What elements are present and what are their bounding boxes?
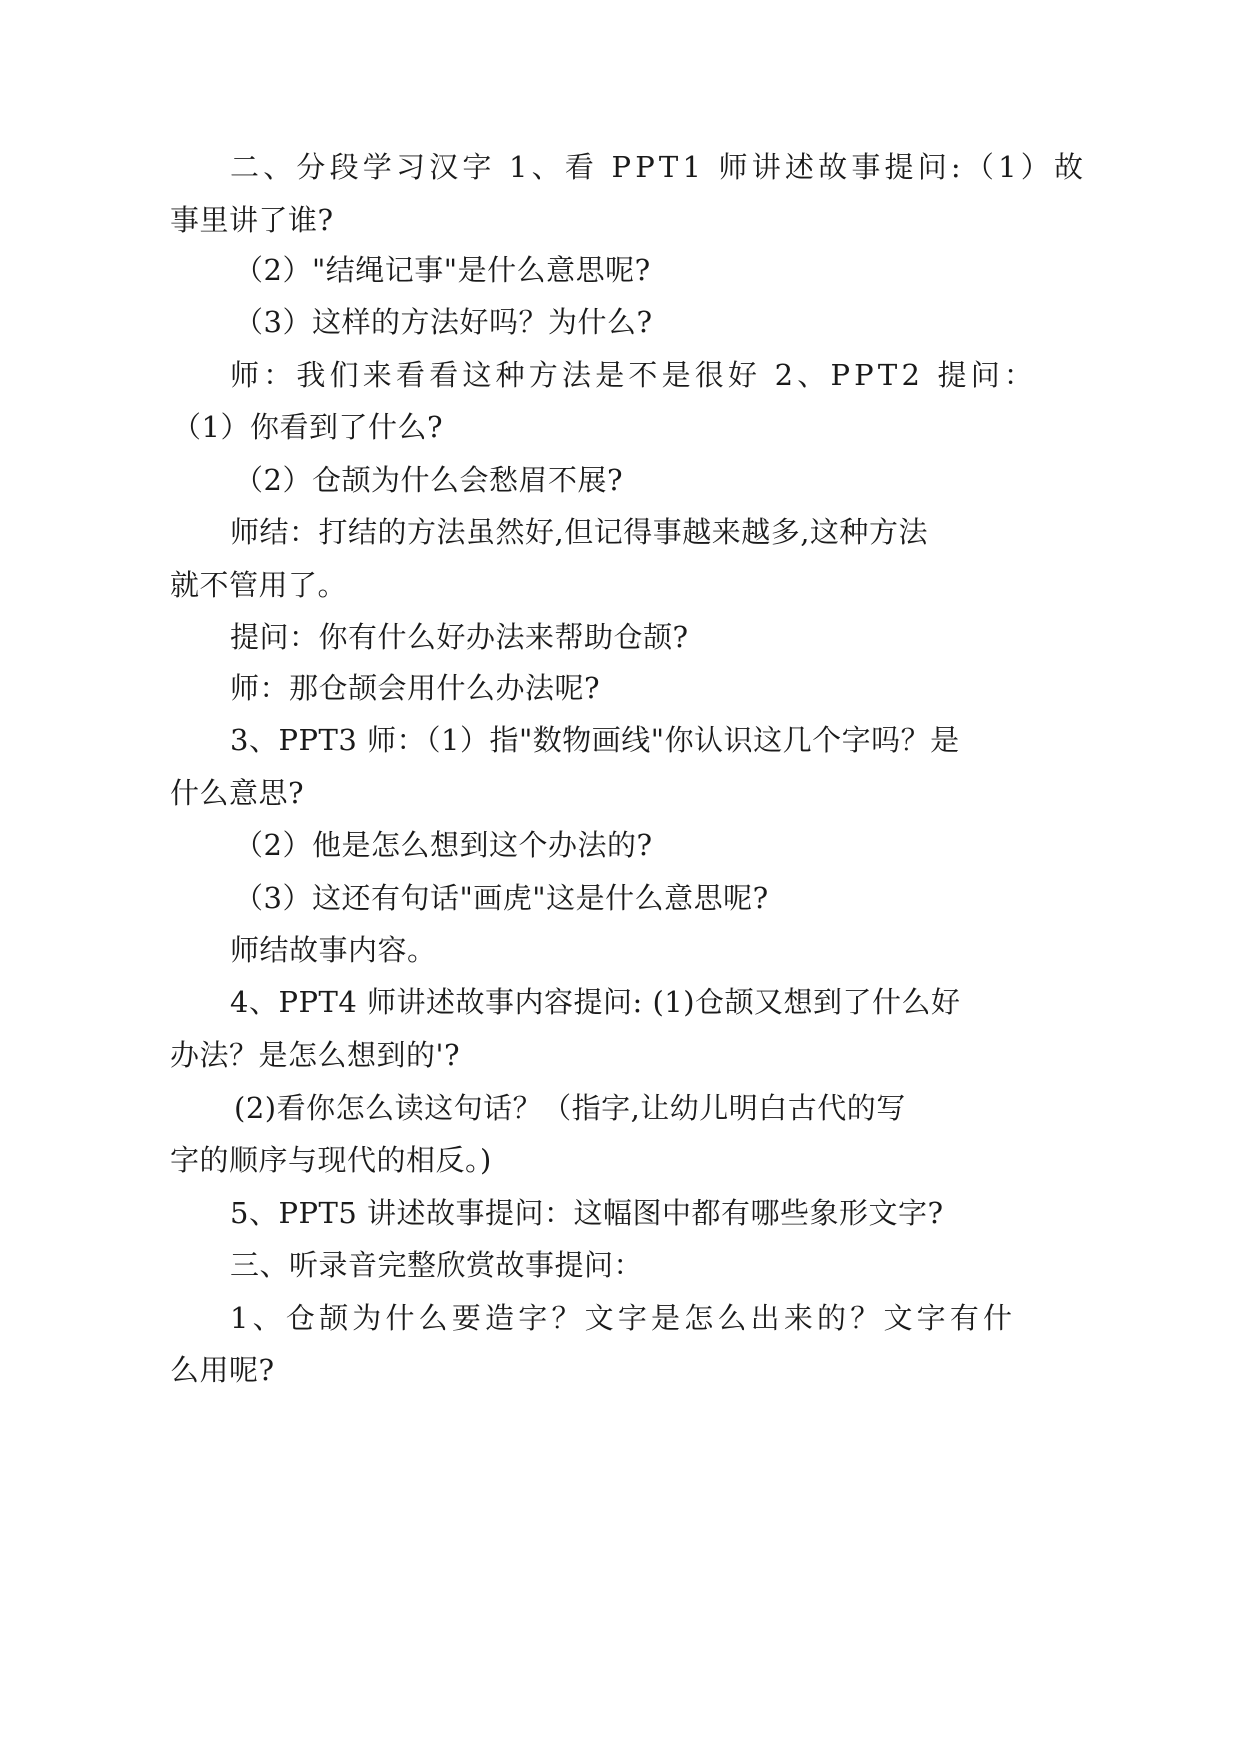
- text-line-1: 二、分段学习汉字 1、看 PPT1 师讲述故事提问:（1）故: [230, 150, 1088, 184]
- text-line-20: 字的顺序与现代的相反。): [170, 1143, 492, 1177]
- text-line-15: （3）这还有句话"画虎"这是什么意思呢?: [234, 881, 769, 915]
- text-line-9: 就不管用了。: [170, 568, 348, 602]
- text-line-10: 提问：你有什么好办法来帮助仓颉?: [230, 620, 689, 654]
- text-line-11: 师：那仓颉会用什么办法呢?: [230, 671, 601, 705]
- text-line-17: 4、PPT4 师讲述故事内容提问: (1)仓颉又想到了什么好: [230, 985, 961, 1019]
- text-line-16: 师结故事内容。: [230, 933, 437, 967]
- text-line-23: 1、仓颉为什么要造字？文字是怎么出来的？文字有什: [230, 1301, 1017, 1335]
- text-line-13: 什么意思?: [170, 776, 305, 810]
- text-line-7: （2）仓颉为什么会愁眉不展?: [234, 463, 623, 497]
- text-line-2: 事里讲了谁?: [170, 203, 334, 237]
- text-line-6: （1）你看到了什么?: [172, 410, 443, 444]
- text-line-4: （3）这样的方法好吗？为什么?: [234, 305, 653, 339]
- text-line-19: (2)看你怎么读这句话？（指字,让幼儿明白古代的写: [234, 1091, 906, 1125]
- text-line-14: （2）他是怎么想到这个办法的?: [234, 828, 653, 862]
- text-line-8: 师结：打结的方法虽然好,但记得事越来越多,这种方法: [230, 515, 928, 549]
- text-line-5: 师：我们来看看这种方法是不是很好 2、PPT2 提问：: [230, 358, 1038, 392]
- text-line-24: 么用呢?: [170, 1353, 275, 1387]
- text-line-21: 5、PPT5 讲述故事提问：这幅图中都有哪些象形文字?: [230, 1196, 944, 1230]
- text-line-12: 3、PPT3 师：（1）指"数物画线"你认识这几个字吗？是: [230, 723, 960, 757]
- text-line-18: 办法？是怎么想到的'?: [170, 1038, 461, 1072]
- text-line-22: 三、听录音完整欣赏故事提问：: [230, 1248, 644, 1282]
- text-line-3: （2）"结绳记事"是什么意思呢?: [234, 253, 651, 287]
